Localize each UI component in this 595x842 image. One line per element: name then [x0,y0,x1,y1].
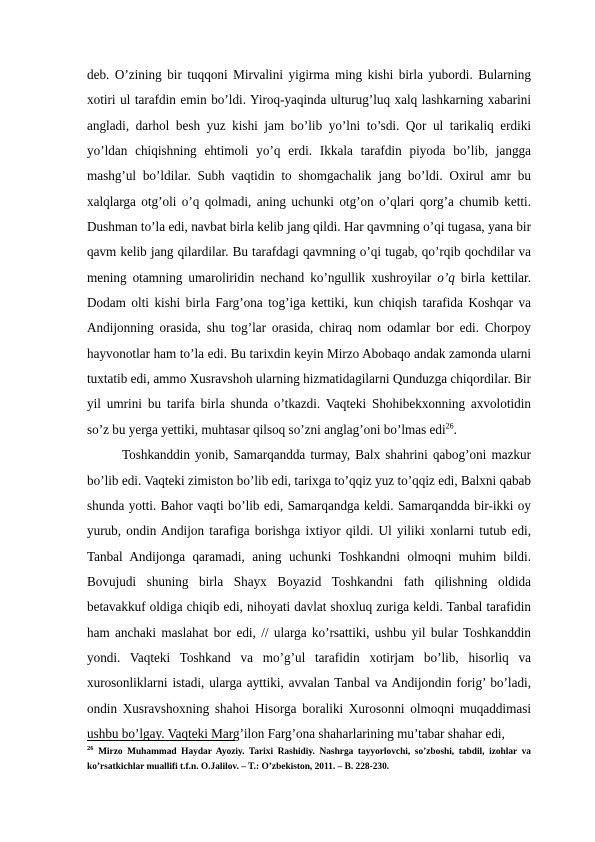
paragraph-1 [87,62,531,442]
footnote-number: 26 [87,744,94,752]
footnote-divider [87,740,235,741]
page-body [87,62,531,746]
footnote-text: Mirzo Muhammad Haydar Ayoziy. Tarixi Rashidiy. Nashrga tayyorlovchi, so’zboshi, tabdil, izohlar va ko’rsatkichlar muallifi t.f.n. O.Jalilov. – T.: O’zbekiston, 2011. – B. 228-230. [87,747,531,773]
paragraph-1-end: . [453,421,457,437]
paragraph-1-text-b: birla kettilar. Dodam olti kishi birla Farg’ona tog’iga kettiki, kun chiqish tarafida Koshqar va Andijonning orasida, shu tog’lar orasida, chiraq nom odamlar bor edi. Chorpoy hayvonotlar ham to’la edi. Bu tarixdin keyin Mirzo Abobaqo andak zamonda ularni tuxtatib edi, ammo Xusravshoh ularning hizmatidagilarni Qunduzga chiqordilar. Bir yil umrini bu tarifa birla shunda o’tkazdi. Vaqteki Shohibekxonning axvolotidin so’z bu yerga yettiki, muhtasar qilsoq so’zni anglag’oni bo’lmas edi [87,269,531,437]
paragraph-1-italic-word: o’q [437,269,455,285]
paragraph-2: Toshkanddin yonib, Samarqandda turmay, Balx shahrini qabog’oni mazkur bo’lib edi. Vaqteki zimiston bo’lib edi, tarixga to’qqiz yuz to’qqiz edi, Balxni qabab shunda yotti. Bahor vaqti bo’lib edi, Samarqandga keldi. Samarqandda bir-ikki oy yurub, ondin Andijon tarafiga borishga ixtiyor qildi. Ul yiliki xonlarni tutub edi, Tanbal Andijonga qaramadi, aning uchunki Toshkandni olmoqni muhim bildi. Bovujudi shuning birla Shayx Boyazid Toshkandni fath qilishning oldida betavakkuf oldiga chiqib edi, nihoyati davlat shoxluq zuriga keldi. Tanbal tarafidin ham anchaki maslahat bor edi, // ularga ko’rsattiki, ushbu yil bular Toshkanddin yondi. Vaqteki Toshkand va mo’g’ul tarafidin xotirjam bo’lib, hisorliq va xurosonliklarni istadi, ularga ayttiki, avvalan Tanbal va Andijondin forig’ bo’ladi, ondin Xusravshoxning shahoi Hisorga boraliki Xurosonni olmoqni muqaddimasi ushbu bo’lgay. Vaqteki Marg’ilon Farg’ona shaharlarining mu’tabar shahar edi, [87,447,531,741]
footnote-reference[interactable]: 26 [445,421,454,431]
paragraph-1-text-a: deb. O’zining bir tuqqoni Mirvalini yigirma ming kishi birla yubordi. Bularning xotiri ul tarafdin emin bo’ldi. Yiroq-yaqinda ulturug’luq xalq lashkarning xabarini angladi, darhol besh yuz kishi jam bo’lib yo’lni to’sdi. Qor ul tarikaliq erdiki yo’ldan chiqishning ehtimoli yo’q erdi. Ikkala tarafdin piyoda bo’lib, jangga mashg’ul bo’ldilar. Subh vaqtidin to shomgachalik jang bo’ldi. Oxirul amr bu xalqlarga otg’oli o’q qolmadi, aning uchunki otg’on o’qlari qorg’a chumib ketti. Dushman to’la edi, navbat birla kelib jang qildi. Har qavmning o’qi tugasa, yana bir qavm kelib jang qilardilar. Bu tarafdagi qavmning o’qi tugab, qo’rqib qochdilar va mening otamning umaroliridin nechand ko’ngullik xushroyilar [87,67,531,285]
footnote [87,745,531,776]
